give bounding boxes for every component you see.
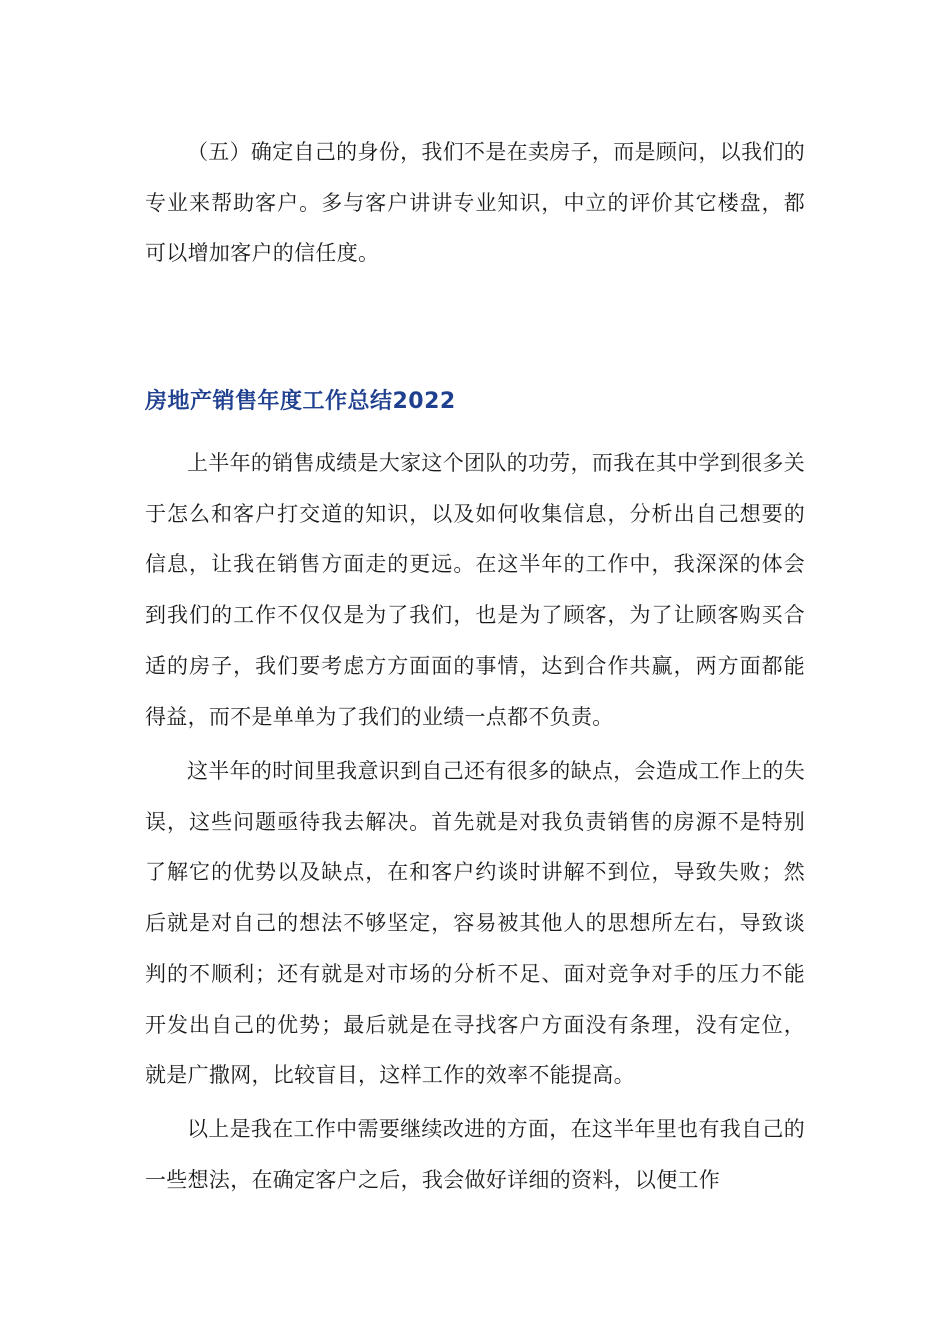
body-paragraph: 以上是我在工作中需要继续改进的方面，在这半年里也有我自己的一些想法，在确定客户之后，我会做好详细的资料，以便工作	[145, 1117, 805, 1192]
body-paragraph: 这半年的时间里我意识到自己还有很多的缺点，会造成工作上的失误，这些问题亟待我去解决。首先就是对我负责销售的房源不是特别了解它的优势以及缺点，在和客户约谈时讲解不到位，导致失败；然后就是对自己的想法不够坚定，容易被其他人的思想所左右，导致谈判的不顺利；还有就是对市场的分析不足、面对竞争对手的压力不能开发出自己的优势；最后就是在寻找客户方面没有条理，没有定位，就是广撒网，比较盲目，这样工作的效率不能提高。	[145, 759, 805, 1088]
section-heading: 房地产销售年度工作总结2022	[145, 389, 456, 414]
body-paragraph: 上半年的销售成绩是大家这个团队的功劳，而我在其中学到很多关于怎么和客户打交道的知识，以及如何收集信息，分析出自己想要的信息，让我在销售方面走的更远。在这半年的工作中，我深深的体会到我们的工作不仅仅是为了我们，也是为了顾客，为了让顾客购买合适的房子，我们要考虑方方面面的事情，达到合作共赢，两方面都能得益，而不是单单为了我们的业绩一点都不负责。	[145, 451, 805, 729]
intro-paragraph: （五）确定自己的身份，我们不是在卖房子，而是顾问，以我们的专业来帮助客户。多与客户讲讲专业知识，中立的评价其它楼盘，都可以增加客户的信任度。	[145, 140, 805, 266]
